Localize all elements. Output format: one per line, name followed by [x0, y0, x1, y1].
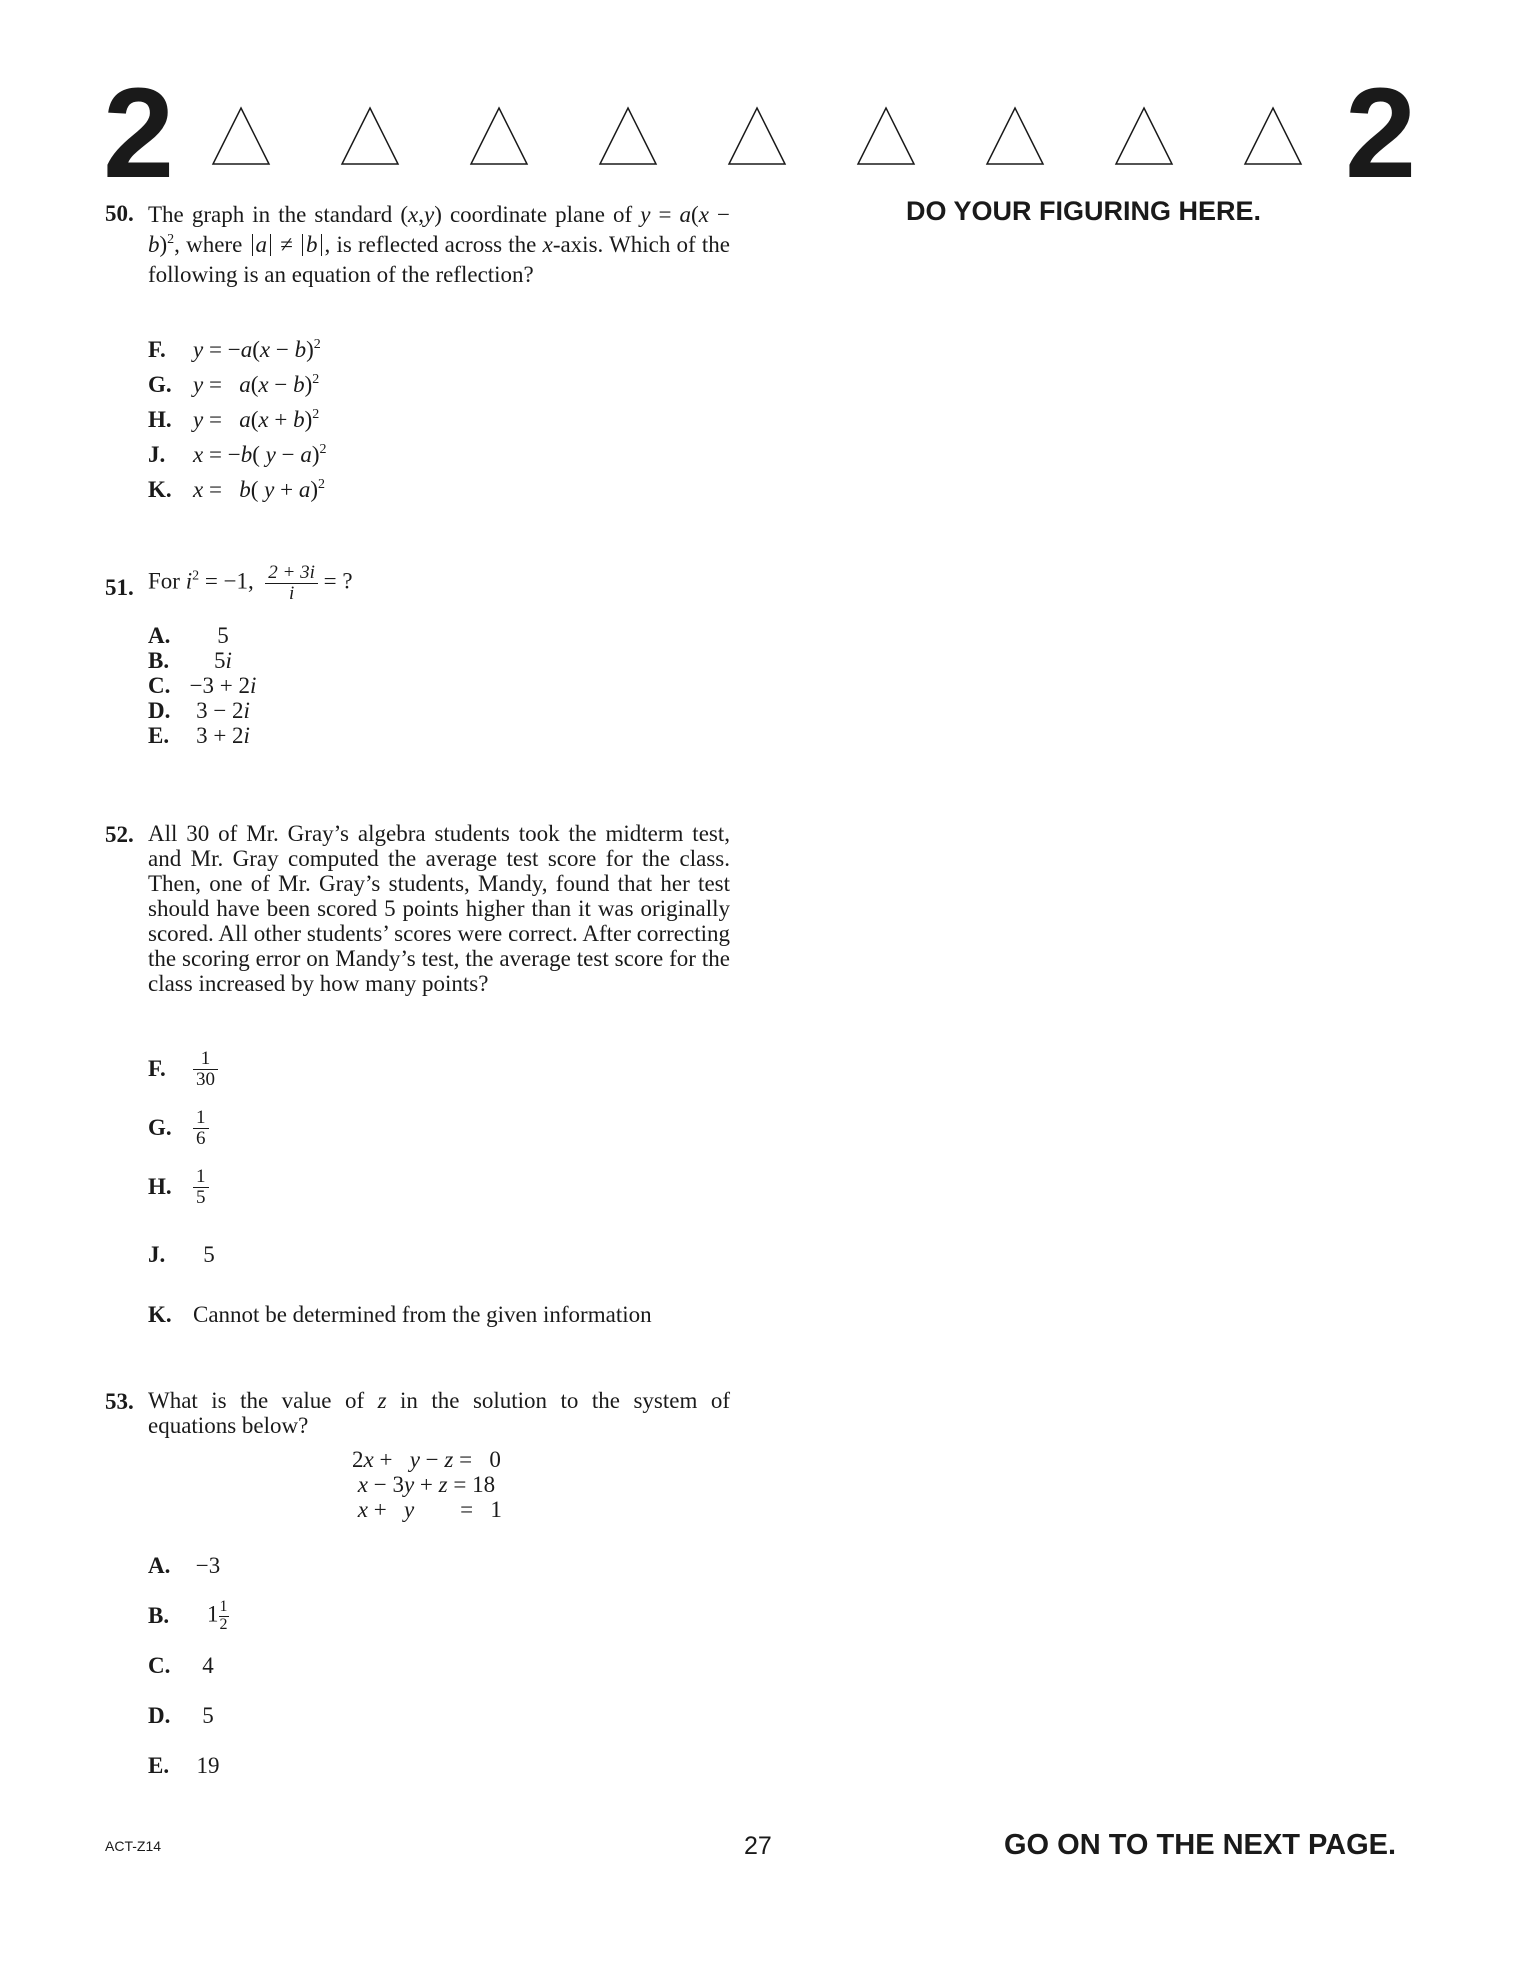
choice-label: D. — [148, 698, 171, 723]
answer-choice[interactable] — [148, 1044, 218, 1094]
choice-fraction — [193, 1108, 209, 1149]
question-stem: For $i^2 = -1$, $\frac{2 + 3i}{i}$ = ? — [148, 562, 353, 604]
fraction-numerator: 2 + 3i — [265, 563, 318, 584]
choice-label: A. — [148, 1553, 171, 1578]
answer-choice[interactable] — [148, 1746, 223, 1786]
choice-label: K. — [148, 1302, 172, 1327]
equation-line: x − 3y + z = 18 — [357, 1472, 496, 1497]
choice-text: $y = -a(x - b)^2$ — [193, 337, 321, 362]
choice-label: G. — [148, 372, 172, 397]
answer-choices — [148, 623, 258, 748]
section-number-left: 2 — [103, 62, 173, 205]
choice-mixed-number: 1 $\frac{1}{2}$ — [207, 1597, 228, 1633]
form-code: ACT-Z14 — [105, 1838, 162, 1854]
answer-choice[interactable] — [148, 648, 258, 673]
choice-label: D. — [148, 1703, 171, 1728]
choice-fraction — [193, 1167, 209, 1208]
answer-choice[interactable] — [148, 1162, 209, 1212]
choice-text: 19 — [196, 1753, 220, 1778]
answer-choice[interactable] — [148, 723, 258, 748]
question-stem: What is the value of z in the solution to the system of equations below? — [148, 1388, 730, 1438]
fraction-denominator: 6 — [196, 1127, 206, 1149]
choice-text: 4 — [202, 1653, 214, 1678]
choice-text: −3 + 2i — [189, 673, 257, 698]
choice-label: F. — [148, 1056, 166, 1081]
triangle-icon — [210, 105, 272, 167]
fraction-numerator: 1 — [193, 1108, 209, 1129]
triangle-icon — [597, 105, 659, 167]
choice-text: x = b( y + a)$^2$ — [193, 477, 325, 502]
answer-choice[interactable] — [148, 437, 326, 472]
choice-text: x = −b( y − a)$^2$ — [193, 442, 327, 467]
fraction-denominator: 2 — [219, 1615, 228, 1633]
answer-choice[interactable] — [148, 1696, 223, 1736]
choice-label: A. — [148, 623, 171, 648]
triangle-icon — [339, 105, 401, 167]
question-number: 51. — [105, 575, 134, 600]
fraction-denominator: 5 — [196, 1186, 206, 1208]
choice-label: B. — [148, 648, 170, 673]
question-number: 53. — [105, 1389, 134, 1414]
answer-choice[interactable] — [148, 1103, 209, 1153]
choice-text: 5 — [217, 623, 229, 648]
answer-choice[interactable] — [148, 472, 326, 507]
question-number: 50. — [105, 201, 134, 226]
choice-label: C. — [148, 1653, 171, 1678]
triangle-icon — [984, 105, 1046, 167]
choice-text: 5i — [214, 648, 232, 673]
choice-label: J. — [148, 442, 166, 467]
choice-text: Cannot be determined from the given information — [193, 1302, 652, 1327]
fraction-denominator: i — [288, 582, 295, 604]
answer-choice[interactable] — [148, 402, 326, 437]
triangle-icon — [855, 105, 917, 167]
figuring-label: DO YOUR FIGURING HERE. — [906, 196, 1262, 226]
triangle-icon — [1113, 105, 1175, 167]
choice-text: 5 — [202, 1703, 214, 1728]
fraction — [265, 563, 318, 604]
triangle-icon — [468, 105, 530, 167]
question-stem: The graph in the standard (x,y) coordinate plane of $y = a(x - b)^2$, where a ≠ b , is reflected across the x-axis. Which of the following is an equation of the reflection? — [148, 202, 731, 287]
fraction-numerator: 1 — [193, 1049, 218, 1070]
choice-text: $y = a(x + b)^2$ — [193, 407, 320, 432]
choice-text: $y = a(x - b)^2$ — [193, 372, 320, 397]
choice-label: E. — [148, 723, 170, 748]
next-page-notice: GO ON TO THE NEXT PAGE. — [1004, 1829, 1397, 1861]
choice-text: 5 — [203, 1242, 215, 1267]
choice-text: 3 + 2i — [196, 723, 250, 748]
answer-choices — [148, 332, 326, 507]
answer-choice[interactable] — [148, 1646, 223, 1686]
choice-label: G. — [148, 1115, 172, 1140]
choice-label: J. — [148, 1242, 166, 1267]
fraction-numerator: 1 — [219, 1597, 228, 1615]
choice-label: K. — [148, 477, 172, 502]
choice-fraction — [219, 1599, 229, 1634]
fraction-numerator: 1 — [193, 1167, 209, 1188]
page-number: 27 — [744, 1832, 772, 1860]
equation-line: x + y = 1 — [357, 1497, 502, 1522]
choice-label: H. — [148, 1174, 172, 1199]
choice-fraction — [193, 1049, 218, 1090]
choice-text: 3 − 2i — [196, 698, 250, 723]
choice-label: B. — [148, 1603, 170, 1628]
question-stem: All 30 of Mr. Gray’s algebra students took the midterm test, and Mr. Gray computed the average test score for the class. Then, one of Mr. Gray’s students, Mandy, found that her test should have been scored 5 points higher than it was originally scored. All other students’ scores were correct. After correcting the scoring error on Mandy’s test, the average test score for the class increased by how many points? — [148, 821, 730, 996]
answer-choice[interactable] — [148, 623, 258, 648]
triangle-icon — [1242, 105, 1304, 167]
answer-choice[interactable] — [148, 1290, 652, 1340]
equation-line: 2x + y − z = 0 — [352, 1447, 501, 1472]
answer-choice[interactable] — [148, 1596, 229, 1636]
answer-choice[interactable] — [148, 673, 258, 698]
answer-choice[interactable] — [148, 367, 326, 402]
section-number-right: 2 — [1345, 62, 1415, 205]
choice-text: −3 — [195, 1553, 221, 1578]
choice-label: E. — [148, 1753, 170, 1778]
equation-system — [352, 1447, 502, 1522]
choice-label: F. — [148, 337, 166, 362]
answer-choice[interactable] — [148, 1230, 225, 1280]
choice-label: H. — [148, 407, 172, 432]
triangle-icon — [726, 105, 788, 167]
answer-choice[interactable] — [148, 698, 258, 723]
answer-choice[interactable] — [148, 1546, 223, 1586]
choice-label: C. — [148, 673, 171, 698]
question-number: 52. — [105, 822, 134, 847]
answer-choice[interactable] — [148, 332, 326, 367]
fraction-denominator: 30 — [196, 1068, 215, 1090]
